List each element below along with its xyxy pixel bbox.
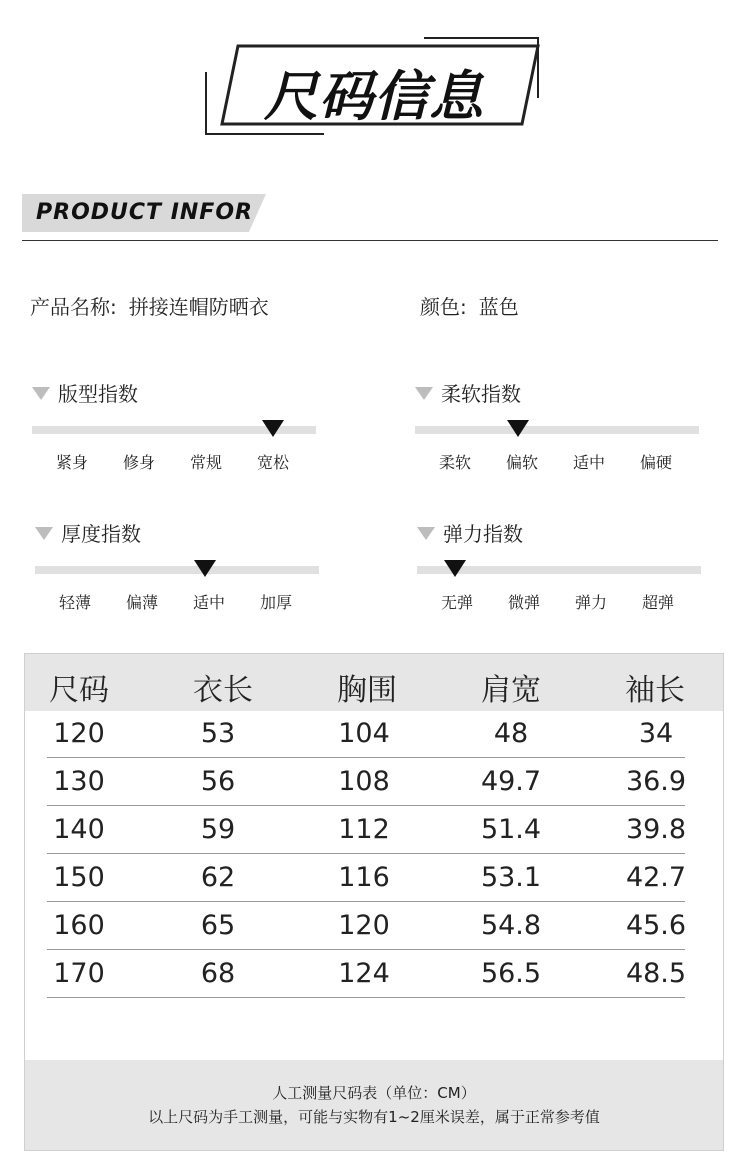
row-divider — [47, 997, 685, 998]
size-table-header — [25, 654, 723, 711]
softness-index-option: 偏硬 — [639, 453, 673, 472]
table-cell: 49.7 — [480, 766, 542, 797]
thickness-index-option: 偏薄 — [125, 593, 159, 612]
section-label: PRODUCT INFOR — [36, 200, 253, 225]
table-row — [25, 758, 723, 806]
table-row — [25, 710, 723, 758]
fit-index-title: 版型指数 — [32, 378, 138, 407]
fit-index-marker — [262, 420, 284, 437]
fit-index-option: 常规 — [189, 453, 223, 472]
triangle-down-icon — [415, 387, 433, 400]
table-cell: 53 — [200, 718, 236, 749]
table-cell: 39.8 — [625, 814, 687, 845]
fit-index — [32, 378, 322, 488]
table-cell: 120 — [53, 718, 105, 749]
elasticity-index-title: 弹力指数 — [417, 518, 523, 547]
table-cell: 36.9 — [625, 766, 687, 797]
softness-index-option: 柔软 — [438, 453, 472, 472]
table-row — [25, 854, 723, 902]
softness-index-marker — [507, 420, 529, 437]
softness-index-option: 偏软 — [505, 453, 539, 472]
header-cell-shoulder: 肩宽 — [481, 673, 541, 708]
thickness-index-option: 轻薄 — [58, 593, 92, 612]
page-title-block — [204, 36, 544, 136]
product-color-value: 蓝色 — [478, 295, 519, 319]
table-cell: 150 — [53, 862, 105, 893]
fit-index-options — [32, 450, 316, 472]
fit-index-option: 紧身 — [55, 453, 89, 472]
size-table-note — [25, 1060, 723, 1150]
table-cell: 48.5 — [625, 958, 687, 989]
table-cell: 120 — [338, 910, 390, 941]
table-cell: 51.4 — [480, 814, 542, 845]
table-cell: 42.7 — [625, 862, 687, 893]
elasticity-index-option: 超弹 — [641, 593, 675, 612]
elasticity-index-option: 微弹 — [507, 593, 541, 612]
table-cell: 34 — [638, 718, 674, 749]
table-cell: 45.6 — [625, 910, 687, 941]
elasticity-index-marker — [444, 560, 466, 577]
softness-index-option: 适中 — [572, 453, 606, 472]
size-table — [24, 653, 724, 1151]
thickness-index-option: 适中 — [192, 593, 226, 612]
table-cell: 62 — [200, 862, 236, 893]
elasticity-index-option: 无弹 — [440, 593, 474, 612]
note-title: 人工测量尺码表（单位：CM） — [272, 1084, 476, 1102]
page-title: 尺码信息 — [264, 65, 484, 128]
fit-index-option: 宽松 — [256, 453, 290, 472]
softness-index — [415, 378, 705, 488]
table-row — [25, 902, 723, 950]
table-cell: 104 — [338, 718, 390, 749]
note-body: 以上尺码为手工测量，可能与实物有1~2厘米误差，属于正常参考值 — [148, 1108, 600, 1126]
triangle-down-icon — [32, 387, 50, 400]
product-color-label: 颜色: — [420, 295, 467, 319]
thickness-index — [35, 518, 325, 628]
elasticity-index-option: 弹力 — [574, 593, 608, 612]
thickness-index-options — [35, 590, 319, 612]
table-cell: 170 — [53, 958, 105, 989]
thickness-index-marker — [194, 560, 216, 577]
table-cell: 160 — [53, 910, 105, 941]
elasticity-index — [417, 518, 707, 628]
header-cell-sleeve: 袖长 — [625, 673, 685, 708]
table-cell: 68 — [200, 958, 236, 989]
table-cell: 53.1 — [480, 862, 542, 893]
table-cell: 116 — [338, 862, 390, 893]
product-color — [420, 291, 519, 320]
table-cell: 54.8 — [480, 910, 542, 941]
table-row — [25, 950, 723, 998]
table-cell: 65 — [200, 910, 236, 941]
header-cell-length: 衣长 — [193, 673, 253, 708]
table-cell: 140 — [53, 814, 105, 845]
product-name-label: 产品名称: — [30, 295, 117, 319]
thickness-index-title: 厚度指数 — [35, 518, 141, 547]
triangle-down-icon — [35, 527, 53, 540]
softness-index-title: 柔软指数 — [415, 378, 521, 407]
header-cell-size: 尺码 — [49, 673, 109, 708]
product-name-value: 拼接连帽防晒衣 — [128, 295, 269, 319]
table-cell: 59 — [200, 814, 236, 845]
table-cell: 124 — [338, 958, 390, 989]
softness-index-bar — [415, 426, 699, 434]
product-name — [30, 291, 269, 320]
table-cell: 108 — [338, 766, 390, 797]
table-cell: 56.5 — [480, 958, 542, 989]
thickness-index-option: 加厚 — [259, 593, 293, 612]
table-cell: 48 — [493, 718, 529, 749]
table-cell: 130 — [53, 766, 105, 797]
table-cell: 56 — [200, 766, 236, 797]
softness-index-options — [415, 450, 699, 472]
section-divider — [22, 240, 718, 241]
elasticity-index-options — [417, 590, 701, 612]
fit-index-option: 修身 — [122, 453, 156, 472]
triangle-down-icon — [417, 527, 435, 540]
table-row — [25, 806, 723, 854]
header-cell-chest: 胸围 — [337, 673, 397, 708]
thickness-index-bar — [35, 566, 319, 574]
table-cell: 112 — [338, 814, 390, 845]
